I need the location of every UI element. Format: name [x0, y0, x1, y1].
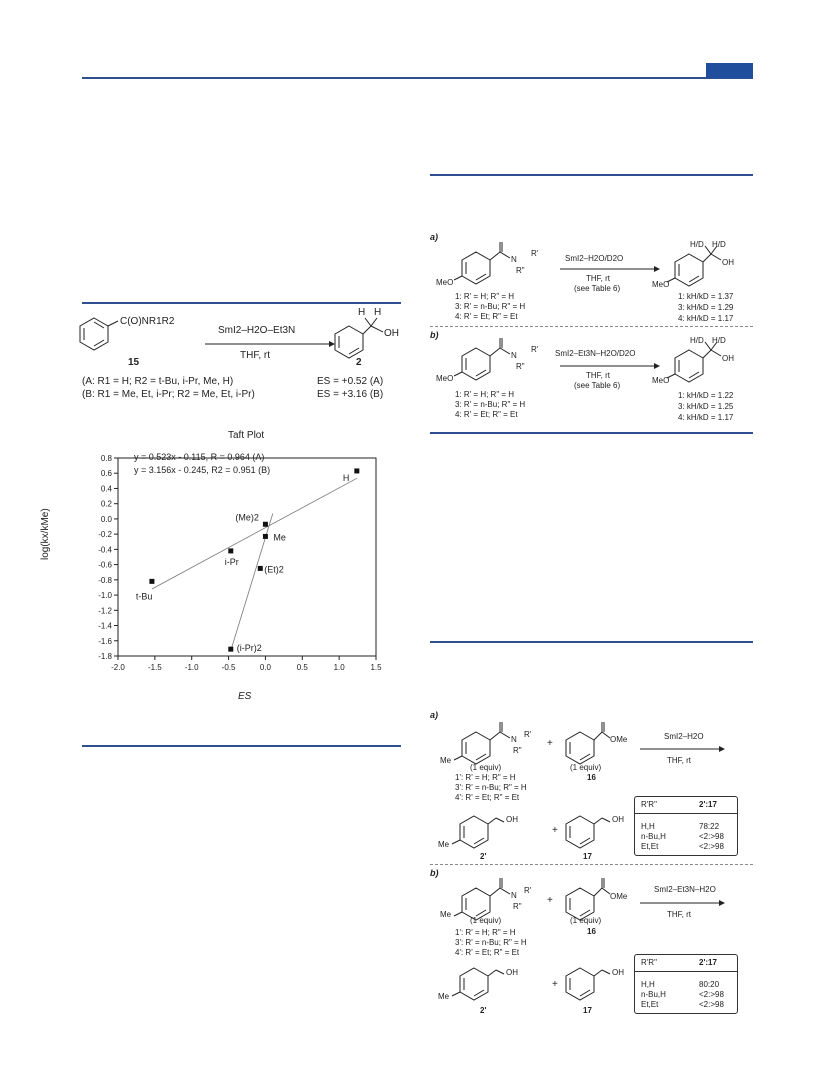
comp-b-prod2-oh: OH	[612, 968, 624, 977]
x-tick-label: -2.0	[111, 663, 125, 672]
x-tick-label: -1.5	[147, 663, 162, 672]
kie-b-n: N	[511, 351, 517, 360]
comp-a-ester-num: 16	[587, 773, 596, 782]
kie-b-value-1: 1: kH/kD = 1.22	[678, 391, 734, 400]
comp-b-me: Me	[440, 910, 452, 919]
plot-frame	[118, 458, 376, 656]
kie-b-value-3: 3: kH/kD = 1.25	[678, 402, 734, 411]
reactant-formula: C(O)NR1R2	[120, 316, 175, 327]
comp-b-prod-17	[560, 960, 640, 1010]
comp-tag-a: a)	[430, 710, 439, 720]
comp-b-reagent: SmI2–Et3N–H2O	[654, 885, 716, 894]
kie-a-oh: OH	[722, 258, 734, 267]
data-point	[354, 468, 359, 473]
reaction-arrow	[205, 340, 335, 348]
comp-a-arrow	[640, 745, 725, 753]
y-tick-label: 0.0	[100, 514, 112, 524]
comp-divider	[430, 864, 753, 865]
comp-a-row-1-label: H,H	[641, 822, 655, 831]
fit-equation-a: y = 0.523x - 0.115, R = 0.964 (A)	[134, 452, 265, 462]
data-point	[263, 522, 268, 527]
comp-b-rprime: R'	[524, 886, 532, 895]
kie-amide-a	[450, 238, 540, 288]
comp-b-prod-2prime	[450, 960, 530, 1010]
kie-tag-b: b)	[430, 330, 439, 340]
comp-a-row-1-value: 78:22	[699, 822, 720, 831]
comp-a-compound-1: 1': R' = H; R" = H	[455, 773, 516, 782]
y-tick-label: -1.4	[98, 621, 112, 631]
comp-b-ome: OMe	[610, 892, 628, 901]
kie-b-meo-product: MeO	[652, 376, 670, 385]
comp-a-row-2-value: <2:>98	[699, 832, 724, 841]
header-rule	[82, 77, 753, 79]
kie-tag-a: a)	[430, 232, 439, 242]
comp-b-row-3-label: Et,Et	[641, 1000, 659, 1009]
taft-plot	[60, 440, 440, 720]
x-tick-label: -1.0	[184, 663, 199, 672]
series-b-definition: (B: R1 = Me, Et, i-Pr; R2 = Me, Et, i-Pr)	[82, 389, 255, 400]
comp-b-compound-3: 3': R' = n-Bu; R" = H	[455, 938, 527, 947]
comp-tag-b: b)	[430, 868, 439, 878]
comp-a-equiv-2: (1 equiv)	[570, 763, 602, 772]
kie-a-compound-3: 3: R' = n-Bu; R" = H	[455, 302, 526, 311]
comp-b-row-3-value: <2:>98	[699, 1000, 724, 1009]
data-point	[149, 579, 154, 584]
kie-b-compound-3: 3: R' = n-Bu; R" = H	[455, 400, 526, 409]
comp-amide-a	[450, 718, 540, 768]
y-tick-label: -0.6	[98, 560, 112, 570]
comp-a-n: N	[511, 735, 517, 744]
kie-b-oh: OH	[722, 354, 734, 363]
kie-a-meo: MeO	[436, 278, 454, 287]
kie-a-compound-1: 1: R' = H; R" = H	[455, 292, 515, 301]
kie-a-meo-product: MeO	[652, 280, 670, 289]
comp-a-prod1-num: 2'	[480, 852, 487, 861]
kie-a-arrow	[560, 265, 660, 273]
comp-a-plus: +	[547, 738, 553, 749]
point-label: Me	[273, 532, 286, 543]
kie-divider	[430, 326, 753, 327]
comp-a-prod2-num: 17	[583, 852, 592, 861]
kie-b-arrow	[560, 362, 660, 370]
comp-b-n: N	[511, 891, 517, 900]
comp-a-prod-2prime	[450, 808, 530, 858]
comp-b-arrow	[640, 899, 725, 907]
comp-b-ratio-table	[634, 954, 738, 1014]
y-tick-label: -0.2	[98, 530, 112, 540]
comp-a-table-head-2: 2':17	[699, 800, 717, 809]
kie-b-rdouble: R"	[516, 362, 525, 371]
comp-a-row-2-label: n-Bu,H	[641, 832, 666, 841]
product-h-left: H	[358, 307, 366, 318]
y-tick-label: -1.0	[98, 591, 112, 601]
kie-a-value-1: 1: kH/kD = 1.37	[678, 292, 734, 301]
comp-a-me: Me	[440, 756, 452, 765]
comp-b-plus: +	[547, 895, 553, 906]
comp-a-table-divider	[635, 813, 737, 814]
comp-b-table-divider	[635, 971, 737, 972]
es-value-b: ES = +3.16 (B)	[317, 389, 384, 400]
y-tick-label: -1.6	[98, 636, 112, 646]
comp-a-prod-17	[560, 808, 640, 858]
comp-a-ome: OMe	[610, 735, 628, 744]
y-tick-label: -0.8	[98, 575, 112, 585]
data-point	[228, 548, 233, 553]
fit-equation-b: y = 3.156x - 0.245, R2 = 0.951 (B)	[134, 465, 271, 475]
point-label: H	[342, 472, 350, 483]
benzene-ring-15	[80, 318, 120, 358]
comp-b-plus-2: +	[552, 979, 558, 990]
comp-a-row-3-label: Et,Et	[641, 842, 659, 851]
kie-b-see: (see Table 6)	[574, 381, 621, 390]
y-tick-label: 0.2	[100, 499, 112, 509]
product-h-right: H	[374, 307, 382, 318]
es-value-a: ES = +0.52 (A)	[317, 376, 384, 387]
comp-b-prod2-num: 17	[583, 1006, 592, 1015]
comp-a-equiv-1: (1 equiv)	[470, 763, 502, 772]
kie-b-hd-left: H/D	[690, 336, 704, 345]
comp-a-row-3-value: <2:>98	[699, 842, 724, 851]
kie-b-hd-right: H/D	[712, 336, 726, 345]
kie-a-hd-left: H/D	[690, 240, 704, 249]
reaction-solvent: THF, rt	[240, 350, 270, 361]
kie-a-rprime: R'	[531, 249, 539, 258]
y-tick-label: -1.2	[98, 606, 112, 616]
comp-b-row-1-label: H,H	[641, 980, 655, 989]
comp-b-table-head-2: 2':17	[699, 958, 717, 967]
kie-a-hd-right: H/D	[712, 240, 726, 249]
kie-a-value-3: 3: kH/kD = 1.29	[678, 303, 734, 312]
comp-b-ester-num: 16	[587, 927, 596, 936]
y-tick-label: 0.6	[100, 469, 112, 479]
point-label: (Et)2	[264, 564, 284, 575]
comp-a-table-head-1: R'R"	[641, 800, 657, 809]
kie-b-solvent: THF, rt	[586, 371, 610, 380]
comp-a-reagent: SmI2–H2O	[664, 732, 704, 741]
kie-b-rprime: R'	[531, 345, 539, 354]
comp-b-solvent: THF, rt	[667, 910, 691, 919]
kie-amide-b	[450, 334, 540, 384]
comp-a-prod1-me: Me	[438, 840, 450, 849]
comp-b-row-2-label: n-Bu,H	[641, 990, 666, 999]
y-tick-label: 0.4	[100, 484, 112, 494]
point-label: t-Bu	[135, 591, 153, 602]
comp-b-row-2-value: <2:>98	[699, 990, 724, 999]
comp-b-rdouble: R"	[513, 902, 522, 911]
comp-b-prod1-me: Me	[438, 992, 450, 1001]
data-point	[258, 566, 263, 571]
comp-a-compound-3: 3': R' = n-Bu; R" = H	[455, 783, 527, 792]
scheme-top-rule	[82, 302, 401, 304]
kie-top-rule	[430, 174, 753, 176]
product-oh: OH	[384, 328, 399, 339]
x-axis-label: ES	[238, 691, 252, 702]
comp-a-compound-4: 4': R' = Et; R" = Et	[455, 793, 520, 802]
x-tick-label: 1.5	[370, 663, 382, 672]
reaction-reagent: SmI2–H2O–Et3N	[218, 325, 296, 336]
point-label: (Me)2	[235, 512, 259, 523]
comp-a-prod1-oh: OH	[506, 815, 518, 824]
x-tick-label: -0.5	[221, 663, 236, 672]
comp-a-ratio-table	[634, 796, 738, 856]
y-tick-label: -0.4	[98, 545, 112, 555]
kie-b-compound-4: 4: R' = Et; R" = Et	[455, 410, 518, 419]
comp-b-prod1-num: 2'	[480, 1006, 487, 1015]
comp-a-prod2-oh: OH	[612, 815, 624, 824]
product-number: 2	[356, 357, 362, 368]
comp-b-row-1-value: 80:20	[699, 980, 720, 989]
header-accent-block	[706, 63, 753, 78]
data-point	[263, 534, 268, 539]
chart-title: Taft Plot	[228, 430, 265, 441]
comp-b-compound-1: 1': R' = H; R" = H	[455, 928, 516, 937]
kie-bottom-rule	[430, 432, 753, 434]
kie-a-see: (see Table 6)	[574, 284, 621, 293]
kie-a-solvent: THF, rt	[586, 274, 610, 283]
data-point	[228, 647, 233, 652]
kie-b-reagent: SmI2–Et3N–H2O/D2O	[555, 349, 636, 358]
point-label: i-Pr	[224, 556, 239, 567]
point-label: (i-Pr)2	[236, 643, 262, 654]
kie-b-value-4: 4: kH/kD = 1.17	[678, 413, 734, 422]
y-tick-label: 0.8	[100, 454, 112, 463]
comp-top-rule	[430, 641, 753, 643]
kie-b-meo: MeO	[436, 374, 454, 383]
comp-b-compound-4: 4': R' = Et; R" = Et	[455, 948, 520, 957]
kie-a-reagent: SmI2–H2O/D2O	[565, 254, 624, 263]
kie-a-compound-4: 4: R' = Et; R" = Et	[455, 312, 518, 321]
kie-b-compound-1: 1: R' = H; R" = H	[455, 390, 515, 399]
comp-a-solvent: THF, rt	[667, 756, 691, 765]
comp-a-rdouble: R"	[513, 746, 522, 755]
y-tick-label: -1.8	[98, 652, 112, 661]
comp-b-table-head-1: R'R"	[641, 958, 657, 967]
x-tick-label: 0.0	[259, 663, 271, 672]
x-tick-label: 0.5	[296, 663, 308, 672]
section-rule-bottom-left	[82, 745, 401, 747]
reactant-number: 15	[128, 357, 140, 368]
comp-b-equiv-1: (1 equiv)	[470, 916, 502, 925]
comp-b-prod1-oh: OH	[506, 968, 518, 977]
comp-b-equiv-2: (1 equiv)	[570, 916, 602, 925]
y-axis-label: log(kx/kMe)	[40, 508, 51, 560]
kie-a-n: N	[511, 255, 517, 264]
kie-a-value-4: 4: kH/kD = 1.17	[678, 314, 734, 323]
series-a-definition: (A: R1 = H; R2 = t-Bu, i-Pr, Me, H)	[82, 376, 234, 387]
kie-a-rdouble: R"	[516, 266, 525, 275]
comp-a-plus-2: +	[552, 825, 558, 836]
comp-a-rprime: R'	[524, 730, 532, 739]
x-tick-label: 1.0	[333, 663, 345, 672]
